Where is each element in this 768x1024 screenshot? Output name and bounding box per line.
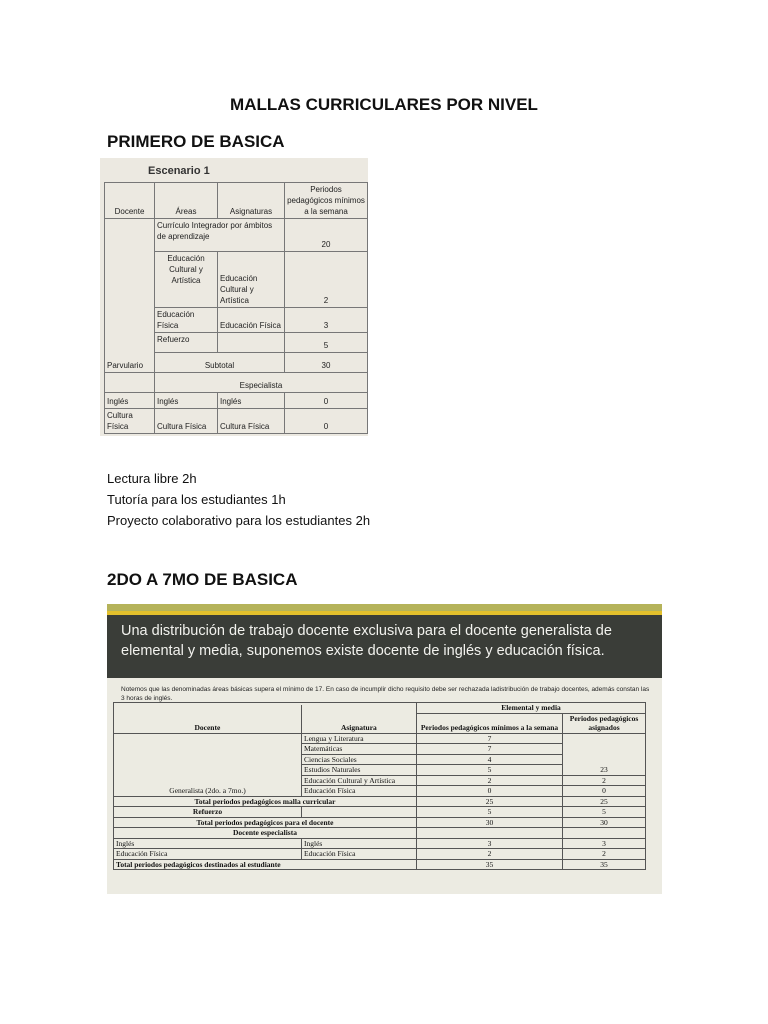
slide-table-image [107,604,662,894]
spec-subject-cultura: Cultura Física [218,409,285,434]
header-areas: Áreas [155,183,218,219]
refuerzo-label: Refuerzo [114,807,302,818]
refuerzo-min: 5 [417,807,563,818]
spec-value-cultura: 0 [285,409,368,434]
total-docente-asig: 30 [563,817,646,828]
area-curriculo: Currículo Integrador por ámbitos de aprendizaje [155,219,285,252]
area-educacion-cultural: Educación Cultural y Artística [155,252,218,308]
subtotal-label: Subtotal [155,353,285,373]
section-heading-primero: PRIMERO DE BASICA [107,132,285,151]
subtotal-value: 30 [285,353,368,373]
spec-asig-ingles: 3 [563,838,646,849]
spec-docente-cultura: Cultura Física [105,409,155,434]
slide-table [113,702,646,870]
header-asignaturas: Asignaturas [218,183,285,219]
min-naturales: 5 [417,765,563,776]
subject-refuerzo-empty [218,333,285,353]
area-refuerzo: Refuerzo [155,333,218,353]
refuerzo-asig: 5 [563,807,646,818]
note-tutoria: Tutoría para los estudiantes 1h [107,492,286,507]
subject-cultural: Educación Cultural y Artística [302,775,417,786]
min-sociales: 4 [417,754,563,765]
header-blank [114,703,417,734]
asig-cultural: 2 [563,775,646,786]
total-estudiante-min: 35 [417,859,563,870]
header-minimos: Periodos pedagógicos mínimos a la semana [417,713,563,733]
min-lengua: 7 [417,733,563,744]
subject-sociales: Ciencias Sociales [302,754,417,765]
value-educacion-fisica: 3 [285,308,368,333]
value-curriculo: 20 [285,219,368,252]
min-cultural: 2 [417,775,563,786]
value-refuerzo: 5 [285,333,368,353]
especialista-label: Docente especialista [114,828,417,839]
value-educacion-cultural: 2 [285,252,368,308]
spec-min-fisica: 2 [417,849,563,860]
note-proyecto: Proyecto colaborativo para los estudiantes 2h [107,513,371,528]
slide-top-bar [107,604,662,611]
subject-naturales: Estudios Naturales [302,765,417,776]
spec-subject-ingles: Inglés [218,393,285,409]
spec-docente-fisica: Educación Física [114,849,302,860]
total-malla-min: 25 [417,796,563,807]
scenario-1-table [104,182,368,434]
spacer-cell [105,373,155,393]
total-estudiante-label: Total periodos pedagógicos destinados al estudiante [114,859,417,870]
area-educacion-fisica: Educación Física [155,308,218,333]
header-docente: Docente [194,723,221,732]
slide-note: Notemos que las denominadas áreas básicas supera el mínimo de 17. En caso de incumplir dicho requisito debe ser rechazada ladistribución de trabajo docentes, además constan las 3 horas de inglés. [121,686,650,702]
total-docente-min: 30 [417,817,563,828]
especialista-label: Especialista [155,373,368,393]
document-title: MALLAS CURRICULARES POR NIVEL [230,95,538,114]
subject-fisica: Educación Física [302,786,417,797]
especialista-empty-2 [563,828,646,839]
spec-asig-fisica: 2 [563,849,646,860]
asig-merged: 23 [563,733,646,775]
spec-value-ingles: 0 [285,393,368,409]
note-lectura: Lectura libre 2h [107,471,197,486]
refuerzo-empty [302,807,417,818]
total-estudiante-asig: 35 [563,859,646,870]
header-asignatura: Asignatura [301,705,416,733]
subject-matematicas: Matemáticas [302,744,417,755]
spec-area-cultura: Cultura Física [155,409,218,434]
subject-lengua: Lengua y Literatura [302,733,417,744]
header-periodos: Periodos pedagógicos mínimos a la semana [285,183,368,219]
especialista-empty-1 [417,828,563,839]
subject-educacion-cultural: Educación Cultural y Artística [218,252,285,308]
min-matematicas: 7 [417,744,563,755]
header-asignados: Periodos pedagógicos asignados [563,713,646,733]
header-elemental: Elemental y media [417,703,646,714]
min-fisica: 0 [417,786,563,797]
spec-docente-ingles: Inglés [114,838,302,849]
spec-subject-fisica: Educación Física [302,849,417,860]
docente-generalista: Generalista (2do. a 7mo.) [114,733,302,796]
header-docente: Docente [105,183,155,219]
total-docente-label: Total periodos pedagógicos para el docente [114,817,417,828]
spec-docente-ingles: Inglés [105,393,155,409]
spec-area-ingles: Inglés [155,393,218,409]
notes-list [107,468,370,531]
spec-min-ingles: 3 [417,838,563,849]
total-malla-label: Total periodos pedagógicos malla curricular [114,796,417,807]
section-heading-2do-7mo: 2DO A 7MO DE BASICA [107,570,298,589]
slide-banner: Una distribución de trabajo docente exclusiva para el docente generalista de elemental y media, suponemos existe docente de inglés y educación física. [107,615,662,678]
scenario-1-table-image [100,158,368,436]
asig-fisica: 0 [563,786,646,797]
docente-parvulario: Parvulario [105,219,155,373]
total-malla-asig: 25 [563,796,646,807]
subject-educacion-fisica: Educación Física [218,308,285,333]
scenario-title: Escenario 1 [148,165,210,177]
spec-subject-ingles: Inglés [302,838,417,849]
